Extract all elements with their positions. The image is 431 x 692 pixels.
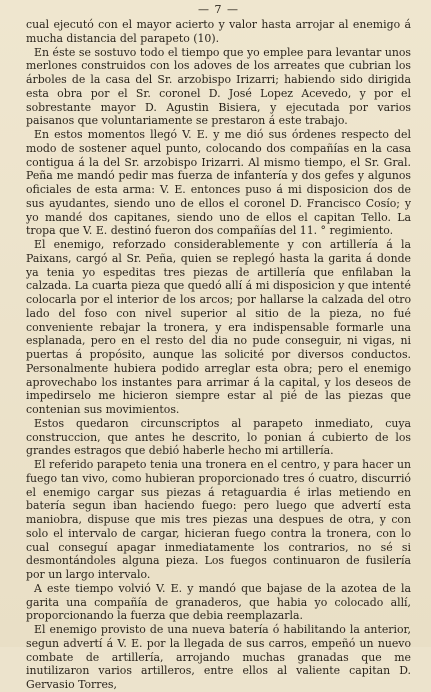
paragraph-2: En éste se sostuvo todo el tiempo que yo emplee para levantar unos merlones construidos con los adoves de los arreates que cubrian los árboles de la casa del Sr. arzobispo Irizarri; habiendo sido dirigida esta obra por el Sr. coronel D. José Lopez Acevedo, y por el sobrestante mayor D. Agustin Bisiera, y ejecutada por varios paisanos que voluntariamente se prestaron á este trabajo.: [26, 45, 411, 128]
paragraph-8: El enemigo provisto de una nueva batería ó habilitando la anterior, segun advertí á V. E. por la llegada de sus carros, empeñó un nuevo combate de artillería, arrojando muchas granadas que me inutilizaron varios artilleros, entre ellos al valiente capitan D. Gervasio Torres,: [26, 623, 411, 691]
paragraph-4: El enemigo, reforzado considerablemente y con artillería á la Paixans, cargó al Sr. Peña, quien se replegó hasta la garita á donde ya tenia yo espeditas tres piezas de artillería que enfilaban la calzada. La cuarta pieza que quedó allí á mi disposicion y que intenté colocarla por el interior de los arcos; por hallarse la calzada del otro lado del foso con nivel superior al sitio de la pieza, no fué conveniente rebajar la tronera, y era indispensable formarle una esplanada, pero en el resto del dia no pude conseguir, ni vigas, ni puertas á propósito, aunque las solicité por diversos conductos. Personalmente hubiera podido arreglar esta obra; pero el enemigo aprovechabo los instantes para arrimar á la capital, y los deseos de impedirselo me hicieron siempre estar al pié de las piezas que contenian sus movimientos.: [26, 238, 411, 416]
paragraph-3: En estos momentos llegó V. E. y me dió sus órdenes respecto del modo de sostener aquel punto, colocando dos compañías en la casa contigua á la del Sr. arzobispo Irizarri. Al mismo tiempo, el Sr. Gral. Peña me mandó pedir mas fuerza de infantería y dos gefes y algunos oficiales de esta arma: V. E. entonces puso á mi disposicion dos de sus ayudantes, siendo uno de ellos el coronel D. Francisco Cosío; y yo mandé dos capitanes, siendo uno de ellos el capitan Tello. La tropa que V. E. destinó fueron dos compañías del 11. ° regimiento.: [26, 128, 411, 238]
paragraph-5: Estos quedaron circunscriptos al parapeto inmediato, cuya construccion, que antes he descrito, lo ponian á cubierto de los grandes estragos que debió haberle hecho mi artillería.: [26, 416, 411, 458]
body-text: [26, 18, 411, 692]
paragraph-7: A este tiempo volvió V. E. y mandó que bajase de la azotea de la garita una compañía de granaderos, que habia yo colocado allí, proporcionando la fuerza que debia reemplazarla.: [26, 581, 411, 623]
paragraph-6: El referido parapeto tenia una tronera en el centro, y para hacer un fuego tan vivo, como hubieran proporcionado tres ó cuatro, discurrió el enemigo cargar sus piezas á retaguardia é irlas metiendo en batería segun iban haciendo fuego: pero luego que advertí esta maniobra, dispuse que mis tres piezas una despues de otra, y con solo el intervalo de cargar, hicieran fuego contra la tronera, con lo cual conseguí apagar inmediatamente los contrarios, no sé si desmontándoles alguna pieza. Los fuegos continuaron de fusilería por un largo intervalo.: [26, 458, 411, 581]
page-number: — 7 —: [198, 3, 239, 16]
paragraph-1: cual ejecutó con el mayor acierto y valor hasta arrojar al enemigo á mucha distancia del parapeto (10).: [26, 18, 411, 45]
